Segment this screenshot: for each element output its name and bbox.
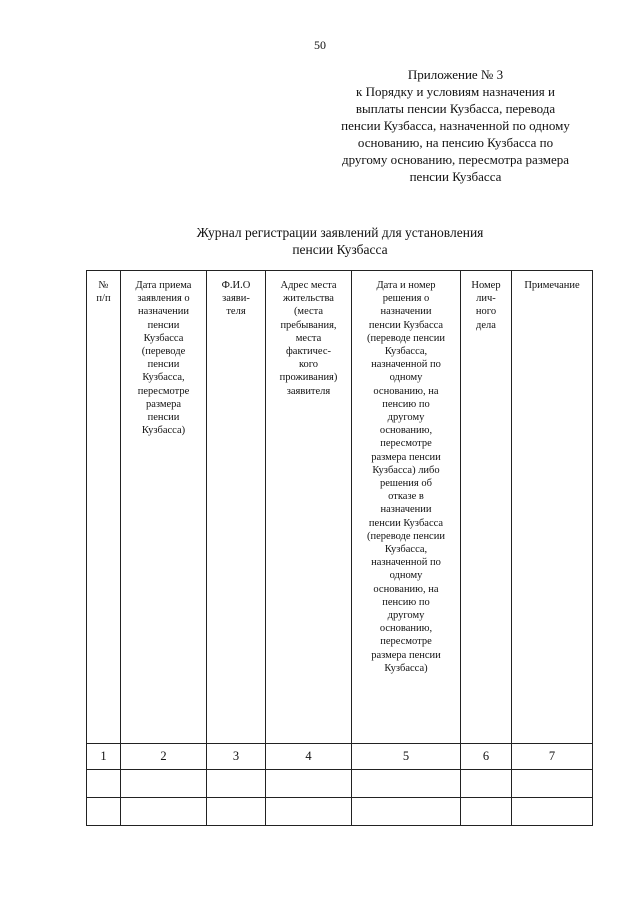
header-line: (переводе <box>141 346 186 358</box>
table-cell <box>266 798 352 826</box>
header-line: пребывания, <box>280 319 337 331</box>
header-line: другому <box>387 412 425 424</box>
appendix-heading <box>318 66 593 185</box>
header-number <box>87 271 121 744</box>
header-line: заявителя <box>286 385 331 397</box>
table-cell <box>352 770 461 798</box>
header-line: размера пенсии <box>371 451 441 463</box>
page-number: 50 <box>314 38 326 52</box>
header-line: размера <box>145 398 182 410</box>
header-line: фактичес- <box>286 346 331 358</box>
header-line: заявления о <box>137 293 190 305</box>
appendix-line: основанию, на пенсию Кузбасса по <box>357 135 554 150</box>
column-number: 3 <box>207 744 266 770</box>
header-line: (переводе пенсии <box>367 332 445 344</box>
appendix-line: пенсии Кузбасса <box>409 169 502 184</box>
table-cell <box>87 798 121 826</box>
header-line: назначенной по <box>371 359 441 371</box>
header-line: Кузбасса) либо <box>372 464 440 476</box>
header-line: пенсии Кузбасса <box>368 517 444 529</box>
journal-title-line: пенсии Кузбасса <box>292 242 388 257</box>
header-line: основанию, <box>379 425 433 437</box>
header-line: одному <box>389 372 423 384</box>
table-cell <box>461 770 512 798</box>
header-line: (места <box>293 306 324 318</box>
appendix-line: пенсии Кузбасса, назначенной по одному <box>341 118 570 133</box>
header-line: Дата приема <box>135 280 192 291</box>
column-number: 1 <box>87 744 121 770</box>
header-line: № <box>98 280 109 291</box>
header-application-date <box>121 271 207 744</box>
header-line: пересмотре <box>380 438 432 450</box>
appendix-line: другому основанию, пересмотра размера <box>341 152 570 167</box>
header-line: основанию, на <box>373 385 439 397</box>
header-line: одному <box>389 570 423 582</box>
header-line: основанию, <box>379 623 433 635</box>
header-line: Кузбасса) <box>384 662 428 674</box>
table-cell <box>207 770 266 798</box>
header-line: пересмотре <box>137 385 190 397</box>
header-line: назначенной по <box>371 557 441 569</box>
header-line: Кузбасса <box>143 332 184 344</box>
header-decision <box>352 271 461 744</box>
header-address <box>266 271 352 744</box>
header-line: кого <box>298 359 319 371</box>
header-line: пенсии <box>147 319 180 331</box>
table-cell <box>512 798 593 826</box>
journal-title-line: Журнал регистрации заявлений для установления <box>196 225 484 240</box>
header-line: пересмотре <box>380 636 432 648</box>
table-row <box>87 798 593 826</box>
header-line: пенсии Кузбасса <box>368 319 444 331</box>
table-cell <box>266 770 352 798</box>
column-number: 5 <box>352 744 461 770</box>
header-line: другому <box>387 610 425 622</box>
header-line: основанию, на <box>373 583 439 595</box>
header-line: Ф.И.О <box>221 280 251 291</box>
column-number: 2 <box>121 744 207 770</box>
table-cell <box>352 798 461 826</box>
header-line: решения о <box>382 293 430 305</box>
table-row <box>87 770 593 798</box>
header-line: назначении <box>137 306 190 318</box>
table-cell <box>207 798 266 826</box>
column-number-row <box>87 744 593 770</box>
appendix-line: к Порядку и условиям назначения и <box>356 84 555 99</box>
header-line: лич- <box>476 293 496 305</box>
header-line: Кузбасса, <box>142 372 185 384</box>
header-line: заяви- <box>222 293 250 305</box>
header-line: пенсию по <box>382 596 430 608</box>
appendix-line: выплаты пенсии Кузбасса, перевода <box>355 101 556 116</box>
header-line: пенсии <box>147 412 180 424</box>
header-line: Кузбасса, <box>384 346 428 358</box>
header-line: Кузбасса) <box>141 425 186 437</box>
header-line: теля <box>226 306 246 318</box>
table-header-row <box>87 271 593 744</box>
table-cell <box>512 770 593 798</box>
header-line: пенсию по <box>382 398 430 410</box>
header-line: (переводе пенсии <box>367 530 445 542</box>
column-number: 6 <box>461 744 512 770</box>
header-line: Адрес места <box>280 280 337 291</box>
header-line: размера пенсии <box>371 649 441 661</box>
appendix-line: Приложение № 3 <box>407 67 504 82</box>
header-line: дела <box>476 319 496 331</box>
header-line: проживания) <box>279 372 338 384</box>
table-cell <box>461 798 512 826</box>
header-note <box>512 271 593 744</box>
header-applicant-name <box>207 271 266 744</box>
header-line: Номер <box>471 280 501 291</box>
header-line: Дата и номер <box>376 280 436 291</box>
table-cell <box>121 798 207 826</box>
journal-title <box>150 224 530 258</box>
header-line: места <box>295 332 322 344</box>
header-line: Примечание <box>524 280 580 291</box>
registration-table <box>86 270 593 826</box>
header-line: решения об <box>380 478 432 490</box>
header-line: назначении <box>380 504 432 516</box>
header-line: п/п <box>96 293 111 305</box>
header-line: назначении <box>380 306 432 318</box>
header-line: Кузбасса, <box>384 544 428 556</box>
column-number: 7 <box>512 744 593 770</box>
header-case-number <box>461 271 512 744</box>
table-cell <box>87 770 121 798</box>
header-line: ного <box>475 306 497 318</box>
header-line: пенсии <box>147 359 180 371</box>
column-number: 4 <box>266 744 352 770</box>
header-line: жительства <box>283 293 334 305</box>
header-line: отказе в <box>388 491 424 503</box>
table-cell <box>121 770 207 798</box>
